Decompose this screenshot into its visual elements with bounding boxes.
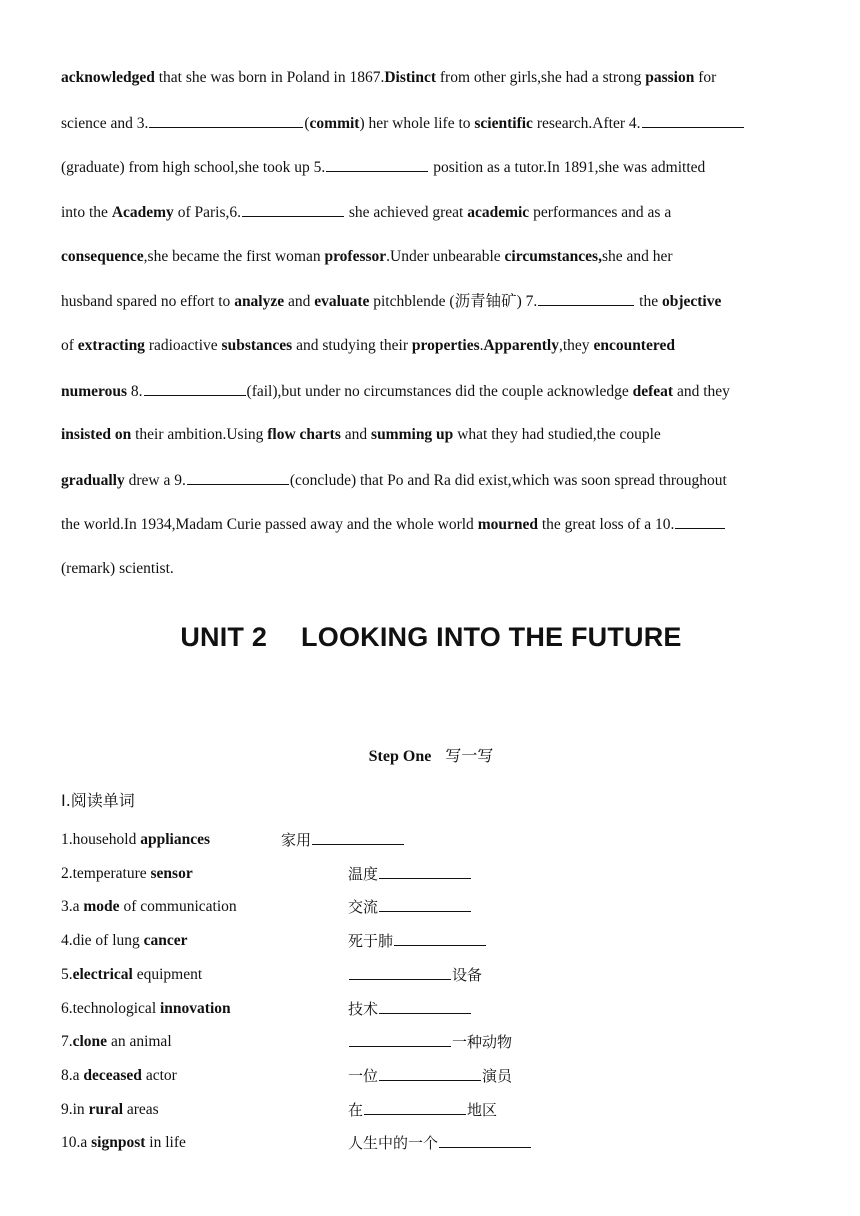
translation-text: 人生中的一个 bbox=[348, 1134, 439, 1153]
translation-text: 死于肺 bbox=[348, 932, 394, 951]
text: of bbox=[61, 337, 78, 354]
section-heading: Ⅰ.阅读单词 bbox=[61, 791, 135, 810]
translation-text: 温度 bbox=[348, 864, 379, 883]
text: (conclude) that Po and Ra did exist,which was soon spread throughout bbox=[289, 472, 727, 489]
passage-line-6 bbox=[61, 291, 801, 312]
keyword: numerous bbox=[61, 383, 128, 400]
vocab-phrase-text: 1.household bbox=[61, 831, 141, 848]
passage-line-4 bbox=[61, 202, 801, 223]
vocab-keyword: clone bbox=[72, 1033, 108, 1051]
keyword: mourned bbox=[477, 516, 538, 533]
vocab-phrase-text: actor bbox=[141, 1066, 177, 1084]
passage-line-8 bbox=[61, 381, 801, 402]
vocab-keyword: mode bbox=[83, 898, 120, 916]
text: and bbox=[340, 426, 372, 443]
vocab-phrase-text: in life bbox=[145, 1134, 186, 1152]
answer-blank[interactable] bbox=[379, 999, 471, 1014]
blank-10[interactable] bbox=[675, 514, 725, 529]
passage-line-1 bbox=[61, 68, 801, 88]
text: she achieved great bbox=[344, 204, 468, 221]
vocab-keyword: signpost bbox=[91, 1134, 146, 1152]
keyword: scientific bbox=[474, 115, 533, 132]
answer-blank[interactable] bbox=[349, 965, 451, 980]
vocab-phrase-text: 5. bbox=[61, 965, 73, 983]
text: ) her whole life to bbox=[359, 115, 475, 132]
vocab-translation bbox=[348, 1066, 512, 1086]
vocab-phrase bbox=[61, 931, 188, 951]
keyword: properties bbox=[411, 337, 480, 354]
text: (fail),but under no circumstances did the couple acknowledge bbox=[246, 383, 633, 400]
keyword: passion bbox=[645, 69, 695, 86]
vocab-translation bbox=[348, 1032, 512, 1052]
keyword: acknowledged bbox=[61, 69, 155, 86]
vocab-phrase-text: of communication bbox=[119, 898, 237, 916]
translation-text: 在 bbox=[348, 1100, 364, 1119]
keyword: gradually bbox=[61, 472, 125, 489]
keyword: Distinct bbox=[384, 69, 437, 86]
keyword: defeat bbox=[632, 383, 674, 400]
translation-text: 地区 bbox=[467, 1100, 498, 1119]
keyword: Academy bbox=[111, 204, 174, 221]
blank-3[interactable] bbox=[149, 113, 303, 128]
vocab-keyword: cancer bbox=[143, 932, 188, 950]
text: and bbox=[284, 293, 315, 310]
vocab-translation bbox=[348, 1133, 532, 1153]
vocab-phrase-text: 3.a bbox=[61, 898, 84, 916]
text: the great loss of a 10. bbox=[537, 516, 675, 533]
vocab-phrase bbox=[61, 830, 210, 850]
unit-name: LOOKING INTO THE FUTURE bbox=[301, 622, 682, 652]
text: position as a tutor.In 1891,she was admitted bbox=[429, 159, 706, 176]
vocab-phrase bbox=[61, 897, 237, 917]
text: she and her bbox=[601, 248, 673, 265]
translation-text: 交流 bbox=[348, 898, 379, 917]
text: the world.In 1934,Madam Curie passed away and the whole world bbox=[61, 516, 478, 533]
unit-title bbox=[61, 622, 801, 653]
vocab-phrase-text: 8.a bbox=[61, 1066, 84, 1084]
translation-text: 一种动物 bbox=[452, 1033, 513, 1052]
answer-blank[interactable] bbox=[312, 830, 404, 845]
answer-blank[interactable] bbox=[379, 864, 471, 879]
blank-4[interactable] bbox=[642, 113, 744, 128]
passage-line-5 bbox=[61, 247, 801, 267]
vocab-phrase bbox=[61, 999, 231, 1019]
text: husband spared no effort to bbox=[61, 293, 235, 310]
keyword: extracting bbox=[77, 337, 145, 354]
translation-text: 演员 bbox=[482, 1066, 513, 1085]
text: research.After 4. bbox=[532, 115, 641, 132]
unit-number: UNIT 2 bbox=[180, 622, 268, 652]
answer-blank[interactable] bbox=[349, 1032, 451, 1047]
text: of Paris,6. bbox=[173, 204, 241, 221]
text: and they bbox=[673, 383, 730, 400]
passage-line-3 bbox=[61, 157, 801, 178]
blank-6[interactable] bbox=[242, 202, 344, 217]
vocab-keyword: electrical bbox=[72, 965, 133, 983]
answer-blank[interactable] bbox=[394, 931, 486, 946]
text: for bbox=[694, 69, 717, 86]
vocab-phrase bbox=[61, 864, 193, 884]
vocab-phrase bbox=[61, 1133, 186, 1153]
passage-line-10 bbox=[61, 470, 801, 491]
text: science and 3. bbox=[61, 115, 149, 132]
vocab-phrase-text: areas bbox=[123, 1100, 159, 1118]
text: drew a 9. bbox=[124, 472, 186, 489]
vocab-keyword: sensor bbox=[150, 864, 193, 882]
keyword: Apparently bbox=[483, 337, 559, 354]
passage-line-12 bbox=[61, 559, 801, 579]
vocab-phrase-text: an animal bbox=[107, 1033, 172, 1051]
answer-blank[interactable] bbox=[379, 897, 471, 912]
keyword: circumstances, bbox=[504, 248, 602, 265]
text: into the bbox=[61, 204, 112, 221]
keyword: objective bbox=[661, 293, 722, 310]
text: ( bbox=[304, 115, 310, 132]
passage-line-11 bbox=[61, 514, 801, 535]
text: the bbox=[635, 293, 662, 310]
translation-text: 家用 bbox=[281, 831, 312, 849]
blank-7[interactable] bbox=[538, 291, 634, 306]
translation-text: 技术 bbox=[348, 999, 379, 1018]
text: 8. bbox=[127, 383, 143, 400]
translation-text: 设备 bbox=[452, 965, 483, 984]
passage-line-7 bbox=[61, 336, 801, 356]
passage-line-9 bbox=[61, 425, 801, 445]
text: (remark) scientist. bbox=[61, 560, 174, 577]
vocab-translation bbox=[348, 1100, 497, 1120]
blank-5[interactable] bbox=[326, 157, 428, 172]
text: what they had studied,the couple bbox=[453, 426, 661, 443]
vocab-phrase-text: equipment bbox=[132, 965, 203, 983]
keyword: insisted on bbox=[61, 426, 132, 443]
keyword: academic bbox=[467, 204, 530, 221]
vocab-translation bbox=[281, 830, 405, 850]
vocab-phrase-text: 2.temperature bbox=[61, 864, 151, 882]
answer-blank[interactable] bbox=[439, 1133, 531, 1148]
translation-text: 一位 bbox=[348, 1066, 379, 1085]
text: (graduate) from high school,she took up 5. bbox=[61, 159, 326, 176]
vocab-translation bbox=[348, 999, 472, 1019]
text: and studying their bbox=[292, 337, 412, 354]
text: from other girls,she had a strong bbox=[436, 69, 646, 86]
vocab-keyword: rural bbox=[88, 1100, 123, 1118]
answer-blank[interactable] bbox=[379, 1066, 481, 1081]
vocab-phrase bbox=[61, 965, 202, 985]
text: ,they bbox=[559, 337, 594, 354]
keyword: evaluate bbox=[314, 293, 370, 310]
keyword: consequence bbox=[61, 248, 144, 265]
blank-9[interactable] bbox=[187, 470, 289, 485]
step-title bbox=[61, 743, 801, 766]
vocab-phrase-text: 10.a bbox=[61, 1134, 92, 1152]
vocab-keyword: deceased bbox=[83, 1066, 142, 1084]
vocab-translation bbox=[348, 897, 472, 917]
step-title-cn: 写一写 bbox=[445, 746, 494, 765]
keyword: encountered bbox=[593, 337, 675, 354]
text: that she was born in Poland in 1867. bbox=[154, 69, 385, 86]
vocab-phrase-text: 6.technological bbox=[61, 999, 160, 1017]
text: pitchblende (沥青铀矿) 7. bbox=[369, 293, 538, 310]
vocab-phrase bbox=[61, 1100, 159, 1120]
keyword: professor bbox=[324, 248, 387, 265]
answer-blank[interactable] bbox=[364, 1100, 466, 1115]
vocab-translation bbox=[348, 931, 487, 951]
text: ,she became the first woman bbox=[143, 248, 325, 265]
passage-line-2 bbox=[61, 113, 801, 134]
vocab-phrase bbox=[61, 1066, 177, 1086]
keyword: analyze bbox=[234, 293, 285, 310]
text: their ambition.Using bbox=[131, 426, 268, 443]
vocab-phrase bbox=[61, 1032, 172, 1052]
vocab-phrase-text: 4.die of lung bbox=[61, 932, 144, 950]
vocab-phrase-text: 7. bbox=[61, 1033, 73, 1051]
step-title-en: Step One bbox=[368, 748, 432, 765]
keyword: summing up bbox=[371, 426, 454, 443]
vocab-translation bbox=[348, 864, 472, 884]
vocab-keyword: innovation bbox=[160, 999, 231, 1017]
blank-8[interactable] bbox=[144, 381, 246, 396]
text: performances and as a bbox=[529, 204, 672, 221]
vocab-phrase-text: 9.in bbox=[61, 1100, 89, 1118]
keyword: flow charts bbox=[267, 426, 341, 443]
keyword: commit bbox=[309, 115, 360, 132]
text: .Under unbearable bbox=[386, 248, 505, 265]
text: . bbox=[479, 337, 484, 354]
keyword: substances bbox=[221, 337, 293, 354]
vocab-translation bbox=[348, 965, 482, 985]
text: radioactive bbox=[144, 337, 222, 354]
vocab-keyword: appliances bbox=[140, 831, 210, 848]
